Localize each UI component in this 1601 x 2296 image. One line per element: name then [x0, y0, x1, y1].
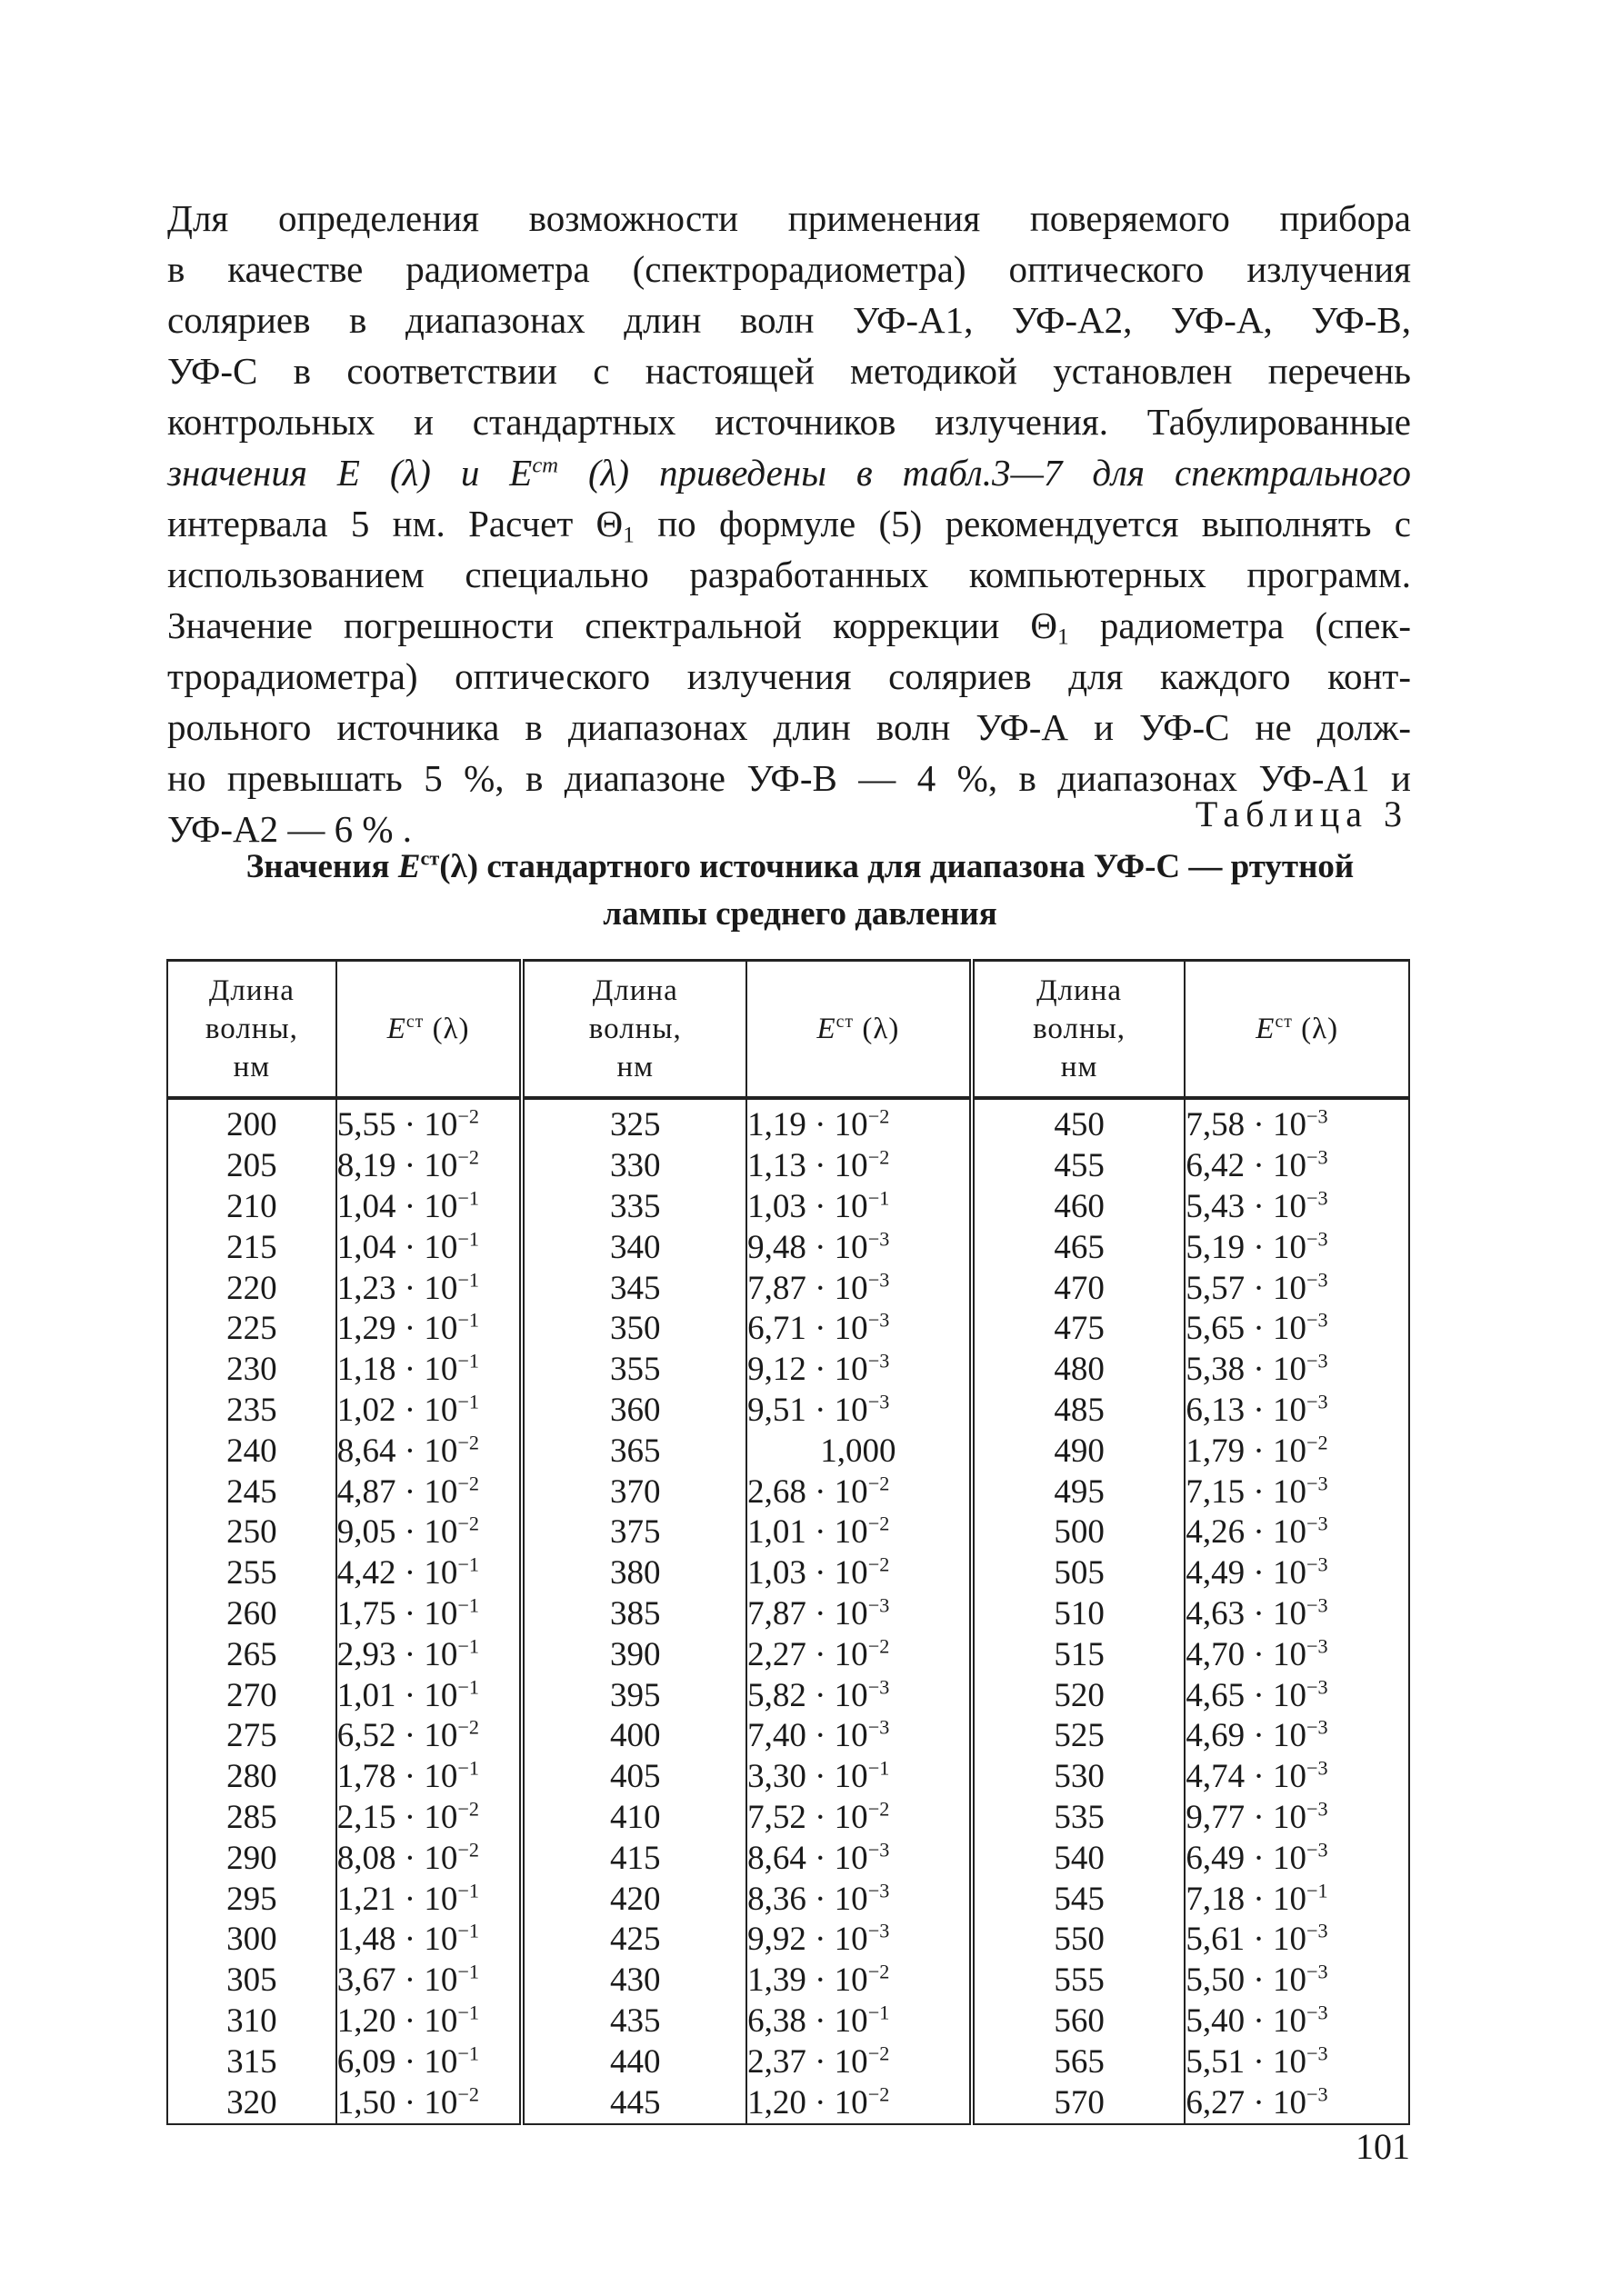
- irradiance-cell: $8,19 \cdot 10^{-2}$: [336, 1146, 523, 1187]
- irradiance-cell: $1,39 \cdot 10^{-2}$: [746, 1961, 972, 2002]
- irradiance-cell: $7,58 \cdot 10^{-3}$: [1186, 1105, 1328, 1144]
- wavelength-cell: 315: [167, 2041, 336, 2082]
- table-row: [167, 1798, 1409, 1839]
- wavelength-cell: 325: [522, 1098, 746, 1146]
- irradiance-cell: $6,49 \cdot 10^{-3}$: [1186, 1838, 1328, 1877]
- wavelength-cell: 510: [972, 1594, 1186, 1635]
- irradiance-cell: $5,38 \cdot 10^{-3}$: [1186, 1349, 1328, 1389]
- wavelength-cell: 380: [522, 1553, 746, 1594]
- irradiance-cell: $5,50 \cdot 10^{-3}$: [1186, 1960, 1328, 2000]
- wavelength-cell: 210: [167, 1187, 336, 1228]
- wavelength-cell: 365: [522, 1431, 746, 1472]
- subscript: 1: [1057, 624, 1069, 650]
- page-number: 101: [1356, 2126, 1410, 2167]
- irradiance-cell: $1,75 \cdot 10^{-1}$: [336, 1594, 523, 1635]
- wavelength-cell: 375: [522, 1512, 746, 1553]
- irradiance-cell: $1,79 \cdot 10^{-2}$: [1186, 1431, 1328, 1470]
- irradiance-cell: $1,03 \cdot 10^{-2}$: [746, 1553, 972, 1594]
- table-row: [167, 1309, 1409, 1350]
- wavelength-cell: 220: [167, 1268, 336, 1309]
- wavelength-cell: 480: [972, 1350, 1186, 1391]
- irradiance-cell: $2,93 \cdot 10^{-1}$: [336, 1634, 523, 1675]
- wavelength-cell: 405: [522, 1757, 746, 1798]
- irradiance-cell: $6,09 \cdot 10^{-1}$: [336, 2041, 523, 2082]
- table-row: [167, 1838, 1409, 1879]
- title-superscript: ст: [420, 846, 440, 870]
- irradiance-cell: $2,15 \cdot 10^{-2}$: [336, 1798, 523, 1839]
- text-line: контрольных и стандартных источников излучения. Табулированные: [167, 401, 1411, 443]
- wavelength-cell: 430: [522, 1961, 746, 2002]
- wavelength-cell: 400: [522, 1716, 746, 1757]
- table-row: [167, 1472, 1409, 1512]
- irradiance-cell: $5,55 \cdot 10^{-2}$: [336, 1098, 523, 1146]
- irradiance-cell: $1,21 \cdot 10^{-1}$: [336, 1879, 523, 1920]
- wavelength-cell: 330: [522, 1146, 746, 1187]
- irradiance-cell: $1,04 \cdot 10^{-1}$: [336, 1187, 523, 1228]
- wavelength-cell: 235: [167, 1391, 336, 1432]
- wavelength-cell: 245: [167, 1472, 336, 1512]
- irradiance-cell: $1,01 \cdot 10^{-2}$: [746, 1512, 972, 1553]
- irradiance-cell: $9,77 \cdot 10^{-3}$: [1186, 1797, 1328, 1836]
- table-row: [167, 1675, 1409, 1716]
- wavelength-cell: 350: [522, 1309, 746, 1350]
- wavelength-cell: 415: [522, 1838, 746, 1879]
- wavelength-cell: 250: [167, 1512, 336, 1553]
- irradiance-cell: $9,12 \cdot 10^{-3}$: [746, 1350, 972, 1391]
- wavelength-cell: 225: [167, 1309, 336, 1350]
- table-row: [167, 1716, 1409, 1757]
- irradiance-cell: $7,87 \cdot 10^{-3}$: [746, 1268, 972, 1309]
- irradiance-cell: $9,92 \cdot 10^{-3}$: [746, 1920, 972, 1961]
- text-line: УФ-А2 — 6 % .: [167, 808, 413, 850]
- irradiance-cell: $9,51 \cdot 10^{-3}$: [746, 1391, 972, 1432]
- wavelength-cell: 215: [167, 1227, 336, 1268]
- irradiance-cell: $5,51 \cdot 10^{-3}$: [1186, 2041, 1328, 2081]
- wavelength-cell: 290: [167, 1838, 336, 1879]
- wavelength-cell: 440: [522, 2041, 746, 2082]
- irradiance-cell: $1,02 \cdot 10^{-1}$: [336, 1391, 523, 1432]
- irradiance-cell: $5,19 \cdot 10^{-3}$: [1186, 1227, 1328, 1266]
- text-line: в качестве радиометра (спектрорадиометра) оптического излучения: [167, 248, 1411, 290]
- title-line-2: лампы среднего давления: [603, 895, 997, 933]
- wavelength-cell: 445: [522, 2082, 746, 2124]
- irradiance-cell: $2,27 \cdot 10^{-2}$: [746, 1634, 972, 1675]
- wavelength-cell: 565: [972, 2041, 1186, 2082]
- wavelength-cell: 230: [167, 1350, 336, 1391]
- text-line: использованием специально разработанных компьютерных программ.: [167, 554, 1411, 595]
- table-row: [167, 1512, 1409, 1553]
- wavelength-cell: 435: [522, 2002, 746, 2042]
- irradiance-cell: $8,36 \cdot 10^{-3}$: [746, 1879, 972, 1920]
- header-irradiance: $E^{ст}$ (λ): [1185, 961, 1409, 1099]
- table-row: [167, 1757, 1409, 1798]
- table-row: [167, 1920, 1409, 1961]
- subscript: 1: [623, 522, 635, 548]
- wavelength-cell: 265: [167, 1634, 336, 1675]
- irradiance-cell: $6,38 \cdot 10^{-1}$: [746, 2002, 972, 2042]
- irradiance-cell: $5,61 \cdot 10^{-3}$: [1186, 1920, 1328, 1959]
- irradiance-cell: $5,65 \cdot 10^{-3}$: [1186, 1309, 1328, 1348]
- irradiance-cell: $5,57 \cdot 10^{-3}$: [1186, 1268, 1328, 1307]
- wavelength-cell: 260: [167, 1594, 336, 1635]
- table-header-row: [167, 961, 1409, 1099]
- text-line: [167, 498, 1411, 549]
- table-row: [167, 1961, 1409, 2002]
- irradiance-cell: $7,40 \cdot 10^{-3}$: [746, 1716, 972, 1757]
- wavelength-cell: 385: [522, 1594, 746, 1635]
- wavelength-cell: 555: [972, 1961, 1186, 2002]
- table-row: [167, 1227, 1409, 1268]
- wavelength-cell: 530: [972, 1757, 1186, 1798]
- irradiance-cell: $1,78 \cdot 10^{-1}$: [336, 1757, 523, 1798]
- wavelength-cell: 545: [972, 1879, 1186, 1920]
- table-label: Таблица 3: [1195, 794, 1408, 834]
- table-row: [167, 1634, 1409, 1675]
- irradiance-cell: $6,27 \cdot 10^{-3}$: [1186, 2082, 1328, 2121]
- table-row: [167, 1146, 1409, 1187]
- irradiance-cell: $1,19 \cdot 10^{-2}$: [746, 1098, 972, 1146]
- irradiance-cell: $9,48 \cdot 10^{-3}$: [746, 1227, 972, 1268]
- text-line: Для определения возможности применения поверяемого прибора: [167, 197, 1411, 239]
- superscript: ст: [532, 453, 559, 478]
- irradiance-cell: $6,52 \cdot 10^{-2}$: [336, 1716, 523, 1757]
- irradiance-cell: $7,52 \cdot 10^{-2}$: [746, 1798, 972, 1839]
- text-line: УФ-С в соответствии с настоящей методикой установлен перечень: [167, 350, 1411, 392]
- irradiance-cell: $5,40 \cdot 10^{-3}$: [1186, 2001, 1328, 2040]
- table-row: [167, 2002, 1409, 2042]
- irradiance-cell: $1,01 \cdot 10^{-1}$: [336, 1675, 523, 1716]
- title-fragment: Значения: [245, 848, 398, 885]
- irradiance-cell: $4,63 \cdot 10^{-3}$: [1186, 1593, 1328, 1632]
- wavelength-cell: 205: [167, 1146, 336, 1187]
- table-row: [167, 1187, 1409, 1228]
- table-row: [167, 1391, 1409, 1432]
- text-fragment: интервала 5 нм. Расчет Θ: [167, 503, 624, 544]
- irradiance-cell: $1,50 \cdot 10^{-2}$: [336, 2082, 523, 2124]
- irradiance-cell: $6,71 \cdot 10^{-3}$: [746, 1309, 972, 1350]
- irradiance-cell: 1,000: [746, 1431, 972, 1472]
- irradiance-cell: $3,30 \cdot 10^{-1}$: [746, 1757, 972, 1798]
- wavelength-cell: 570: [972, 2082, 1186, 2124]
- wavelength-cell: 520: [972, 1675, 1186, 1716]
- irradiance-cell: $9,05 \cdot 10^{-2}$: [336, 1512, 523, 1553]
- table-row: [167, 2082, 1409, 2124]
- title-symbol: E: [397, 848, 421, 885]
- wavelength-cell: 500: [972, 1512, 1186, 1553]
- wavelength-cell: 495: [972, 1472, 1186, 1512]
- wavelength-cell: 275: [167, 1716, 336, 1757]
- wavelength-cell: 270: [167, 1675, 336, 1716]
- irradiance-cell: $7,18 \cdot 10^{-1}$: [1186, 1879, 1328, 1918]
- wavelength-cell: 470: [972, 1268, 1186, 1309]
- wavelength-cell: 410: [522, 1798, 746, 1839]
- body-paragraph: [167, 193, 1411, 854]
- text-line: но превышать 5 %, в диапазоне УФ-В — 4 %, в диапазонах УФ-А1 и: [167, 757, 1411, 799]
- text-line: [167, 600, 1411, 651]
- wavelength-cell: 455: [972, 1146, 1186, 1187]
- irradiance-cell: $4,26 \cdot 10^{-3}$: [1186, 1512, 1328, 1552]
- text-fragment: значения E (λ) и E: [167, 452, 533, 494]
- header-wavelength: Длина волны, нм: [522, 961, 746, 1099]
- irradiance-cell: $4,70 \cdot 10^{-3}$: [1186, 1634, 1328, 1673]
- wavelength-cell: 345: [522, 1268, 746, 1309]
- irradiance-cell: $1,03 \cdot 10^{-1}$: [746, 1187, 972, 1228]
- text-line: рольного источника в диапазонах длин волн УФ-А и УФ-С не долж-: [167, 706, 1411, 748]
- irradiance-cell: $8,08 \cdot 10^{-2}$: [336, 1838, 523, 1879]
- table-row: [167, 2041, 1409, 2082]
- wavelength-cell: 255: [167, 1553, 336, 1594]
- table-row: [167, 1350, 1409, 1391]
- text-line: трорадиометра) оптического излучения соляриев для каждого конт-: [167, 655, 1411, 697]
- irradiance-cell: $1,20 \cdot 10^{-1}$: [336, 2002, 523, 2042]
- wavelength-cell: 560: [972, 2002, 1186, 2042]
- irradiance-cell: $4,42 \cdot 10^{-1}$: [336, 1553, 523, 1594]
- text-fragment: радиометра (спек-: [1068, 604, 1411, 646]
- irradiance-cell: $3,67 \cdot 10^{-1}$: [336, 1961, 523, 2002]
- wavelength-cell: 285: [167, 1798, 336, 1839]
- wavelength-cell: 465: [972, 1227, 1186, 1268]
- wavelength-cell: 280: [167, 1757, 336, 1798]
- wavelength-cell: 360: [522, 1391, 746, 1432]
- wavelength-cell: 490: [972, 1431, 1186, 1472]
- table-row: [167, 1431, 1409, 1472]
- irradiance-cell: $5,82 \cdot 10^{-3}$: [746, 1675, 972, 1716]
- header-wavelength: Длина волны, нм: [167, 961, 336, 1099]
- wavelength-cell: 425: [522, 1920, 746, 1961]
- irradiance-cell: $4,49 \cdot 10^{-3}$: [1186, 1552, 1328, 1592]
- text-line: [167, 447, 1411, 498]
- wavelength-cell: 370: [522, 1472, 746, 1512]
- wavelength-cell: 305: [167, 1961, 336, 2002]
- irradiance-cell: $8,64 \cdot 10^{-3}$: [746, 1838, 972, 1879]
- wavelength-cell: 525: [972, 1716, 1186, 1757]
- wavelength-cell: 420: [522, 1879, 746, 1920]
- irradiance-cell: $1,04 \cdot 10^{-1}$: [336, 1227, 523, 1268]
- table-row: [167, 1879, 1409, 1920]
- table-title: [164, 844, 1436, 938]
- text-fragment: по формуле (5) рекомендуется выполнять с: [634, 503, 1411, 544]
- irradiance-cell: $1,23 \cdot 10^{-1}$: [336, 1268, 523, 1309]
- wavelength-cell: 535: [972, 1798, 1186, 1839]
- wavelength-cell: 320: [167, 2082, 336, 2124]
- title-fragment: (λ) стандартного источника для диапазона УФ-С — ртутной: [439, 848, 1355, 885]
- wavelength-cell: 540: [972, 1838, 1186, 1879]
- irradiance-cell: $1,29 \cdot 10^{-1}$: [336, 1309, 523, 1350]
- irradiance-cell: $1,48 \cdot 10^{-1}$: [336, 1920, 523, 1961]
- wavelength-cell: 450: [972, 1098, 1186, 1146]
- irradiance-cell: $5,43 \cdot 10^{-3}$: [1186, 1186, 1328, 1225]
- irradiance-cell: $7,87 \cdot 10^{-3}$: [746, 1594, 972, 1635]
- wavelength-cell: 310: [167, 2002, 336, 2042]
- irradiance-cell: $7,15 \cdot 10^{-3}$: [1186, 1472, 1328, 1511]
- header-irradiance: $E^{ст}$ (λ): [336, 961, 523, 1099]
- wavelength-cell: 550: [972, 1920, 1186, 1961]
- wavelength-cell: 240: [167, 1431, 336, 1472]
- irradiance-cell: $1,13 \cdot 10^{-2}$: [746, 1146, 972, 1187]
- irradiance-cell: $1,20 \cdot 10^{-2}$: [746, 2082, 972, 2124]
- wavelength-cell: 505: [972, 1553, 1186, 1594]
- wavelength-cell: 515: [972, 1634, 1186, 1675]
- irradiance-cell: $4,69 \cdot 10^{-3}$: [1186, 1716, 1328, 1755]
- irradiance-cell: $2,68 \cdot 10^{-2}$: [746, 1472, 972, 1512]
- wavelength-cell: 390: [522, 1634, 746, 1675]
- irradiance-cell: $4,87 \cdot 10^{-2}$: [336, 1472, 523, 1512]
- wavelength-cell: 460: [972, 1187, 1186, 1228]
- text-fragment: (λ) приведены в табл.3—7 для спектрального: [558, 452, 1411, 494]
- table-row: [167, 1553, 1409, 1594]
- table-row: [167, 1268, 1409, 1309]
- irradiance-cell: $4,74 \cdot 10^{-3}$: [1186, 1756, 1328, 1796]
- irradiance-cell: $4,65 \cdot 10^{-3}$: [1186, 1675, 1328, 1714]
- text-fragment: Значение погрешности спектральной коррекции Θ: [167, 604, 1058, 646]
- table-row: [167, 1098, 1409, 1146]
- irradiance-cell: $8,64 \cdot 10^{-2}$: [336, 1431, 523, 1472]
- text-line: соляриев в диапазонах длин волн УФ-А1, УФ-А2, УФ-А, УФ-В,: [167, 299, 1411, 341]
- irradiance-cell: $2,37 \cdot 10^{-2}$: [746, 2041, 972, 2082]
- wavelength-cell: 475: [972, 1309, 1186, 1350]
- wavelength-cell: 355: [522, 1350, 746, 1391]
- data-table: [166, 959, 1410, 2125]
- wavelength-cell: 340: [522, 1227, 746, 1268]
- wavelength-cell: 295: [167, 1879, 336, 1920]
- wavelength-cell: 485: [972, 1391, 1186, 1432]
- irradiance-cell: $1,18 \cdot 10^{-1}$: [336, 1350, 523, 1391]
- irradiance-cell: $6,13 \cdot 10^{-3}$: [1186, 1390, 1328, 1429]
- header-irradiance: $E^{ст}$ (λ): [746, 961, 972, 1099]
- header-wavelength: Длина волны, нм: [972, 961, 1186, 1099]
- wavelength-cell: 200: [167, 1098, 336, 1146]
- table-row: [167, 1594, 1409, 1635]
- wavelength-cell: 300: [167, 1920, 336, 1961]
- wavelength-cell: 335: [522, 1187, 746, 1228]
- wavelength-cell: 395: [522, 1675, 746, 1716]
- irradiance-cell: $6,42 \cdot 10^{-3}$: [1186, 1145, 1328, 1185]
